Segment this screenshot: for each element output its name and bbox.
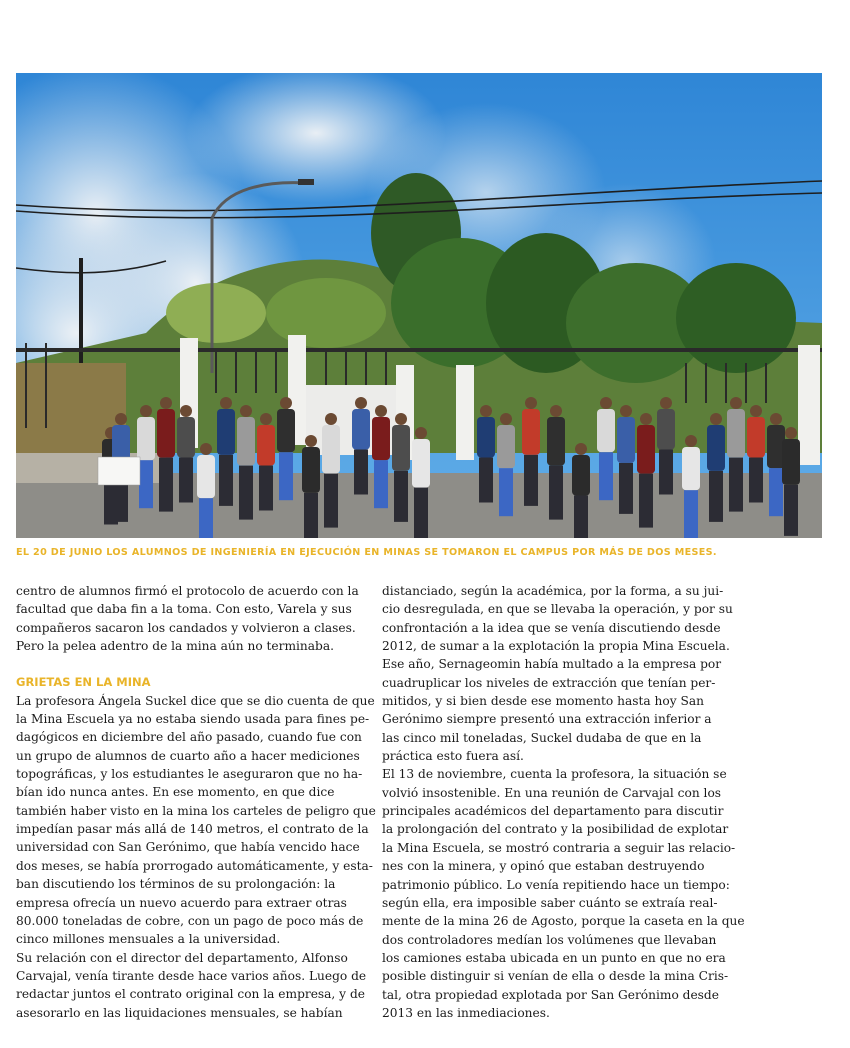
text-line: la Mina Escuela, se mostró contraria a seguir las relacio- — [382, 840, 736, 855]
text-line: bían ido nunca antes. En ese momento, en que dice — [16, 785, 335, 800]
text-line: 2012, de sumar a la explotación la propia Mina Escuela. — [382, 639, 730, 654]
text-line: Carvajal, venía tirante desde hace varios años. Luego de — [16, 968, 367, 983]
text-line: distanciado, según la académica, por la forma, a su jui- — [382, 584, 724, 598]
section-heading: GRIETAS EN LA MINA — [16, 675, 151, 690]
text-line: 2013 en las inmediaciones. — [382, 1005, 550, 1020]
text-line: un grupo de alumnos de cuarto año a hacer mediciones — [16, 748, 360, 763]
student-figure — [637, 413, 655, 528]
student-figure — [727, 397, 745, 512]
student-figure — [747, 405, 765, 503]
text-line: cuadruplicar los niveles de extracción que tenían per- — [382, 675, 716, 690]
student-figure — [477, 405, 495, 503]
text-line: práctica esto fuera así. — [382, 749, 524, 764]
student-figure — [352, 397, 370, 495]
text-line: tal, otra propiedad explotada por San Gerónimo desde — [382, 987, 719, 1002]
text-line: La profesora Ángela Suckel dice que se dio cuenta de que — [16, 693, 375, 708]
student-figure — [412, 427, 430, 538]
text-line: Su relación con el director del departamento, Alfonso — [16, 950, 348, 965]
student-figure — [597, 397, 615, 500]
text-line: posible distinguir si venían de ella o desde la mina Cris- — [382, 969, 729, 984]
text-line: asesorarlo en las liquidaciones mensuales, se habían — [16, 1005, 343, 1020]
paragraph — [16, 582, 362, 655]
student-figure — [682, 435, 700, 538]
text-line: la Mina Escuela ya no estaba siendo usada para fines pe- — [16, 712, 370, 727]
text-line: cinco millones mensuales a la universidad. — [16, 932, 281, 947]
text-line: impedían pasar más allá de 140 metros, el contrato de la — [16, 822, 369, 837]
paragraph — [16, 692, 376, 949]
protest-photo — [16, 73, 822, 538]
text-line: cio desregulada, en que se llevaba la operación, y por su — [382, 602, 733, 617]
student-figure — [392, 413, 410, 522]
student-figure — [547, 405, 565, 520]
text-line: El 13 de noviembre, cuenta la profesora, la situación se — [382, 767, 727, 782]
text-line: nes con la minera, y opinó que estaban destruyendo — [382, 859, 705, 874]
student-figure — [522, 397, 540, 506]
text-line: 80.000 toneladas de cobre, con un pago de poco más de — [16, 913, 364, 928]
student-figure — [657, 397, 675, 495]
text-line: según ella, era imposible saber cuánto se extraía real- — [382, 895, 718, 910]
text-line: patrimonio público. Lo venía repitiendo hace un tiempo: — [382, 877, 730, 892]
text-line: centro de alumnos firmó el protocolo de acuerdo con la — [16, 584, 359, 598]
text-line: volvió insostenible. En una reunión de Carvajal con los — [382, 785, 722, 800]
text-line: principales académicos del departamento para discutir — [382, 804, 724, 819]
protest-sign — [98, 457, 140, 485]
text-line: Pero la pelea adentro de la mina aún no terminaba. — [16, 639, 334, 654]
text-line: los camiones estaba ubicada en un punto en que no era — [382, 950, 726, 965]
text-line: también haber visto en la mina los carteles de peligro que — [16, 803, 376, 818]
student-figure — [137, 405, 155, 508]
student-figure — [302, 435, 320, 538]
text-line: empresa ofrecía un nuevo acuerdo para extraer otras — [16, 895, 347, 910]
text-line: confrontación a la idea que se venía discutiendo desde — [382, 620, 721, 635]
article-column-right — [382, 582, 745, 1022]
paragraph — [16, 949, 367, 1022]
student-figure — [177, 405, 195, 503]
photo-caption: EL 20 DE JUNIO LOS ALUMNOS DE INGENIERÍA EN EJECUCIÓN EN MINAS SE TOMARON EL CAMPUS POR MÁS DE DOS MESES. — [16, 547, 717, 558]
student-figure — [707, 413, 725, 522]
student-figure — [572, 443, 590, 538]
student-figure — [617, 405, 635, 514]
student-figure — [322, 413, 340, 528]
student-figure — [217, 397, 235, 506]
student-figure — [782, 427, 800, 536]
student-figure — [372, 405, 390, 508]
text-line: dagógicos en diciembre del año pasado, cuando fue con — [16, 730, 362, 745]
paragraph — [382, 582, 733, 765]
text-line: Ese año, Sernageomin había multado a la empresa por — [382, 657, 722, 672]
student-figure — [497, 413, 515, 516]
text-line: dos meses, se había prorrogado automáticamente, y esta- — [16, 858, 373, 873]
paragraph — [382, 765, 745, 1022]
protest-photo-illustration — [16, 73, 822, 538]
student-figure — [237, 405, 255, 520]
text-line: redactar juntos el contrato original con la empresa, y de — [16, 987, 365, 1002]
text-line: ban discutiendo los términos de su prolongación: la — [16, 877, 336, 892]
text-line: la prolongación del contrato y la posibilidad de explotar — [382, 822, 729, 837]
student-figure — [197, 443, 215, 538]
text-line: universidad con San Gerónimo, que había vencido hace — [16, 840, 360, 855]
text-line: Gerónimo siempre presentó una extracción inferior a — [382, 712, 712, 727]
student-figure — [257, 413, 275, 511]
student-figure — [277, 397, 295, 500]
text-line: dos controladores medían los volúmenes que llevaban — [382, 932, 717, 947]
article-column-left — [16, 582, 376, 1022]
text-line: mitidos, y si bien desde ese momento hasta hoy San — [382, 694, 704, 709]
text-line: mente de la mina 26 de Agosto, porque la caseta en la que — [382, 914, 745, 929]
text-line: las cinco mil toneladas, Suckel dudaba de que en la — [382, 730, 702, 745]
text-line: compañeros sacaron los candados y volvieron a clases. — [16, 620, 356, 635]
student-figure — [157, 397, 175, 512]
text-line: topográficas, y los estudiantes le aseguraron que no ha- — [16, 767, 363, 782]
text-line: facultad que daba fin a la toma. Con esto, Varela y sus — [16, 602, 352, 617]
